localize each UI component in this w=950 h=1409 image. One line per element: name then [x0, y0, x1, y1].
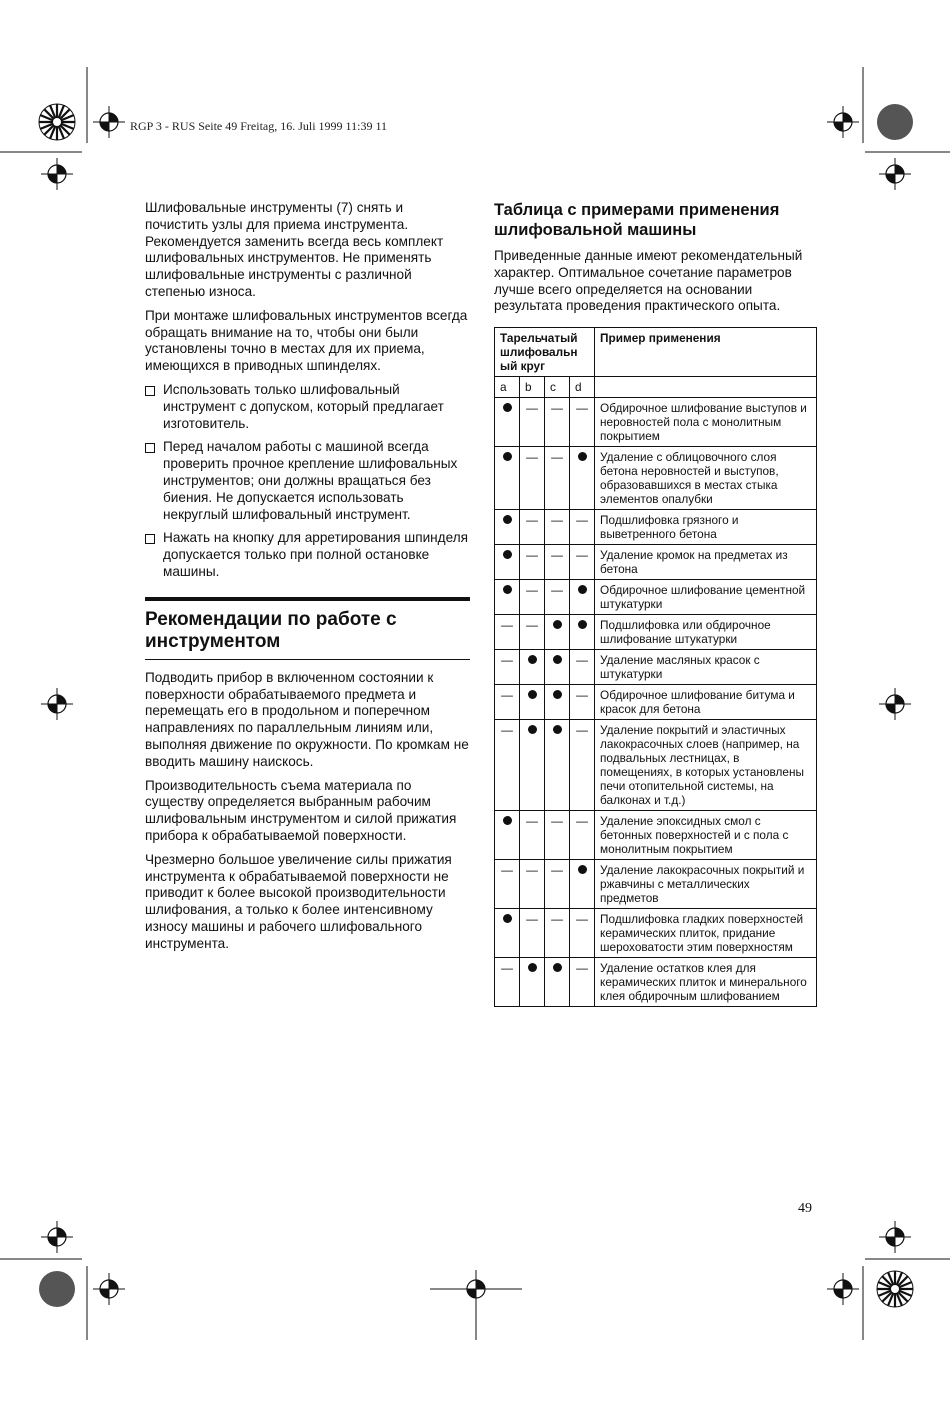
dash-mark: —: [526, 863, 538, 878]
usage-description: Обдирочное шлифование выступов и неровностей пола с монолитным покрытием: [595, 398, 817, 447]
usage-description: Удаление лакокрасочных покрытий и ржавчины с металлических предметов: [595, 860, 817, 909]
paragraph: При монтаже шлифовальных инструментов всегда обращать внимание на то, чтобы они были установлены точно в местах для их приема, имеющихся в приводных шпинделях.: [145, 307, 468, 374]
mark-dash-cell: [570, 650, 595, 685]
print-slug: RGP 3 - RUS Seite 49 Freitag, 16. Juli 1999 11:39 11: [130, 119, 388, 133]
table-row: [495, 720, 817, 811]
bullet-dot-icon: [503, 816, 512, 825]
mark-dot-cell: [570, 860, 595, 909]
dash-mark: —: [501, 653, 513, 668]
bullet-dot-icon: [553, 690, 562, 699]
mark-dash-cell: [570, 909, 595, 958]
mark-dot-cell: [495, 398, 520, 447]
mark-dot-cell: [545, 615, 570, 650]
dash-mark: —: [551, 513, 563, 528]
table-row: [495, 580, 817, 615]
checkbox-icon: [145, 386, 155, 396]
table-row: [495, 447, 817, 510]
mark-dash-cell: [520, 447, 545, 510]
header-wheel: Тарельчатый шлифовальн ый круг: [495, 328, 595, 377]
section-divider: [145, 659, 470, 660]
mark-dash-cell: [520, 510, 545, 545]
usage-description: Подшлифовка или обдирочное шлифование штукатурки: [595, 615, 817, 650]
mark-dash-cell: [520, 398, 545, 447]
dash-mark: —: [526, 583, 538, 598]
mark-dash-cell: [495, 685, 520, 720]
dash-mark: —: [501, 723, 513, 738]
usage-table: [494, 327, 817, 1007]
bullet-dot-icon: [528, 690, 537, 699]
mark-dash-cell: [495, 860, 520, 909]
dash-mark: —: [526, 401, 538, 416]
mark-dash-cell: [545, 909, 570, 958]
dash-mark: —: [576, 961, 588, 976]
mark-dot-cell: [495, 447, 520, 510]
bullet-dot-icon: [503, 550, 512, 559]
dash-mark: —: [551, 863, 563, 878]
mark-dash-cell: [520, 811, 545, 860]
dash-mark: —: [526, 450, 538, 465]
bullet-dot-icon: [503, 452, 512, 461]
checkbox-icon: [145, 443, 155, 453]
mark-dash-cell: [520, 615, 545, 650]
bullet-dot-icon: [503, 914, 512, 923]
dash-mark: —: [576, 653, 588, 668]
paragraph: Производительность съема материала по существу определяется выбранным рабочим шлифовальным инструментом и силой прижатия прибора к обрабатываемой поверхности.: [145, 777, 457, 843]
bullet-dot-icon: [503, 515, 512, 524]
mark-dash-cell: [545, 860, 570, 909]
bullet-dot-icon: [528, 655, 537, 664]
right-column: [494, 200, 819, 1007]
bullet-dot-icon: [553, 725, 562, 734]
table-header-row: [495, 328, 817, 377]
mark-dash-cell: [570, 811, 595, 860]
usage-description: Удаление масляных красок с штукатурки: [595, 650, 817, 685]
mark-dot-cell: [545, 685, 570, 720]
checkbox-icon: [145, 534, 155, 544]
mark-dash-cell: [570, 958, 595, 1007]
mark-dash-cell: [520, 909, 545, 958]
grey-disc-top-right: [877, 104, 913, 140]
usage-description: Удаление эпоксидных смол с бетонных поверхностей и с пола с монолитным покрытием: [595, 811, 817, 860]
table-row: [495, 510, 817, 545]
empty-cell: [595, 377, 817, 398]
checklist-item: Использовать только шлифовальный инструмент с допуском, который предлагает изготовитель.: [145, 382, 470, 432]
mark-dot-cell: [545, 958, 570, 1007]
dash-mark: —: [576, 548, 588, 563]
mark-dash-cell: [570, 398, 595, 447]
dash-mark: —: [501, 688, 513, 703]
dash-mark: —: [551, 912, 563, 927]
mark-dash-cell: [570, 720, 595, 811]
mark-dot-cell: [495, 545, 520, 580]
page-number: 49: [798, 1201, 812, 1216]
mark-dot-cell: [495, 811, 520, 860]
paragraph: Шлифовальные инструменты (7) снять и почистить узлы для приема инструмента. Рекомендуется заменить всегда весь комплект шлифовальных инструментов. Не применять шлифовальные инструменты с различной степенью износа.: [145, 200, 444, 299]
mark-dash-cell: [495, 720, 520, 811]
mark-dot-cell: [520, 650, 545, 685]
mark-dot-cell: [495, 580, 520, 615]
usage-description: Удаление с облицовочного слоя бетона неровностей и выступов, образовавшихся в местах стыка элементов опалубки: [595, 447, 817, 510]
column-letter: a: [495, 377, 520, 398]
mark-dash-cell: [520, 580, 545, 615]
dash-mark: —: [551, 814, 563, 829]
mark-dot-cell: [545, 720, 570, 811]
dash-mark: —: [576, 513, 588, 528]
mark-dash-cell: [570, 545, 595, 580]
table-row: [495, 398, 817, 447]
mark-dash-cell: [495, 615, 520, 650]
bullet-dot-icon: [528, 725, 537, 734]
checklist: [145, 382, 470, 581]
bullet-dot-icon: [553, 963, 562, 972]
dash-mark: —: [526, 912, 538, 927]
mark-dash-cell: [545, 811, 570, 860]
mark-dash-cell: [570, 510, 595, 545]
dash-mark: —: [551, 548, 563, 563]
mark-dot-cell: [520, 685, 545, 720]
usage-description: Удаление покрытий и эластичных лакокрасочных слоев (например, на подвальных лестницах, в помещениях, в которых установлены печи отопительной системы, на балконах и т.д.): [595, 720, 817, 811]
usage-description: Подшлифовка гладких поверхностей керамических плиток, придание шероховатости этим поверхностям: [595, 909, 817, 958]
grey-disc-bottom-left: [39, 1271, 75, 1307]
mark-dash-cell: [545, 510, 570, 545]
dash-mark: —: [551, 450, 563, 465]
usage-description: Удаление остатков клея для керамических плиток и минерального клея обдирочным шлифованием: [595, 958, 817, 1007]
mark-dot-cell: [495, 909, 520, 958]
section-rule: [145, 597, 470, 601]
usage-description: Подшлифовка грязного и выветренного бетона: [595, 510, 817, 545]
mark-dot-cell: [570, 447, 595, 510]
dash-mark: —: [576, 912, 588, 927]
mark-dash-cell: [545, 398, 570, 447]
table-intro: Приведенные данные имеют рекомендательный характер. Оптимальное сочетание параметров лучше всего определяется на основании результата проведения практического опыта.: [494, 248, 803, 314]
mark-dot-cell: [520, 958, 545, 1007]
column-letter: c: [545, 377, 570, 398]
dash-mark: —: [526, 548, 538, 563]
mark-dash-cell: [520, 545, 545, 580]
mark-dot-cell: [495, 510, 520, 545]
column-letter-row: [495, 377, 817, 398]
starburst-bottom-right: [877, 1271, 913, 1307]
paragraph: Чрезмерно большое увеличение силы прижатия инструмента к обрабатываемой поверхности не приводит к более высокой производительности шлифования, а только к более интенсивному износу машины и рабочего шлифовального инструмента.: [145, 851, 452, 951]
dash-mark: —: [576, 814, 588, 829]
bullet-dot-icon: [553, 655, 562, 664]
bullet-dot-icon: [503, 585, 512, 594]
starburst-top-left: [39, 104, 75, 140]
dash-mark: —: [501, 618, 513, 633]
mark-dash-cell: [520, 860, 545, 909]
usage-description: Удаление кромок на предметах из бетона: [595, 545, 817, 580]
column-letter: b: [520, 377, 545, 398]
table-row: [495, 811, 817, 860]
mark-dash-cell: [545, 447, 570, 510]
table-row: [495, 860, 817, 909]
bullet-dot-icon: [503, 403, 512, 412]
bullet-dot-icon: [578, 620, 587, 629]
dash-mark: —: [551, 583, 563, 598]
mark-dot-cell: [570, 615, 595, 650]
dash-mark: —: [526, 814, 538, 829]
checklist-item: Нажать на кнопку для арретирования шпинделя допускается только при полной остановке машины.: [145, 530, 470, 580]
header-usage: Пример применения: [595, 328, 817, 377]
bullet-dot-icon: [553, 620, 562, 629]
mark-dot-cell: [545, 650, 570, 685]
section-title: Рекомендации по работе с инструментом: [145, 608, 397, 652]
table-row: [495, 650, 817, 685]
usage-description: Обдирочное шлифование цементной штукатурки: [595, 580, 817, 615]
mark-dash-cell: [495, 958, 520, 1007]
bullet-dot-icon: [578, 865, 587, 874]
table-heading: Таблица с примерами применения шлифовальной машины: [494, 201, 780, 239]
bullet-dot-icon: [578, 585, 587, 594]
mark-dot-cell: [570, 580, 595, 615]
mark-dash-cell: [570, 685, 595, 720]
bullet-dot-icon: [528, 963, 537, 972]
usage-description: Обдирочное шлифование битума и красок для бетона: [595, 685, 817, 720]
dash-mark: —: [551, 401, 563, 416]
dash-mark: —: [501, 863, 513, 878]
table-row: [495, 685, 817, 720]
paragraph: Подводить прибор в включенном состоянии к поверхности обрабатываемого предмета и перемещать его в продольном и поперечном направлениях по параллельным линиям или, выполняя движение по окружности. По кромкам не вводить машину наискось.: [145, 669, 469, 769]
table-row: [495, 909, 817, 958]
mark-dash-cell: [545, 580, 570, 615]
left-column: [145, 200, 470, 959]
dash-mark: —: [501, 961, 513, 976]
dash-mark: —: [576, 688, 588, 703]
table-row: [495, 958, 817, 1007]
table-row: [495, 545, 817, 580]
mark-dash-cell: [495, 650, 520, 685]
dash-mark: —: [526, 513, 538, 528]
mark-dash-cell: [545, 545, 570, 580]
table-row: [495, 615, 817, 650]
mark-dot-cell: [520, 720, 545, 811]
dash-mark: —: [526, 618, 538, 633]
dash-mark: —: [576, 401, 588, 416]
bullet-dot-icon: [578, 452, 587, 461]
column-letter: d: [570, 377, 595, 398]
dash-mark: —: [576, 723, 588, 738]
checklist-item: Перед началом работы с машиной всегда проверить прочное крепление шлифовальных инструментов; они должны вращаться без биения. Не допускается использовать некруглый шлифовальный инструмент.: [145, 439, 470, 523]
